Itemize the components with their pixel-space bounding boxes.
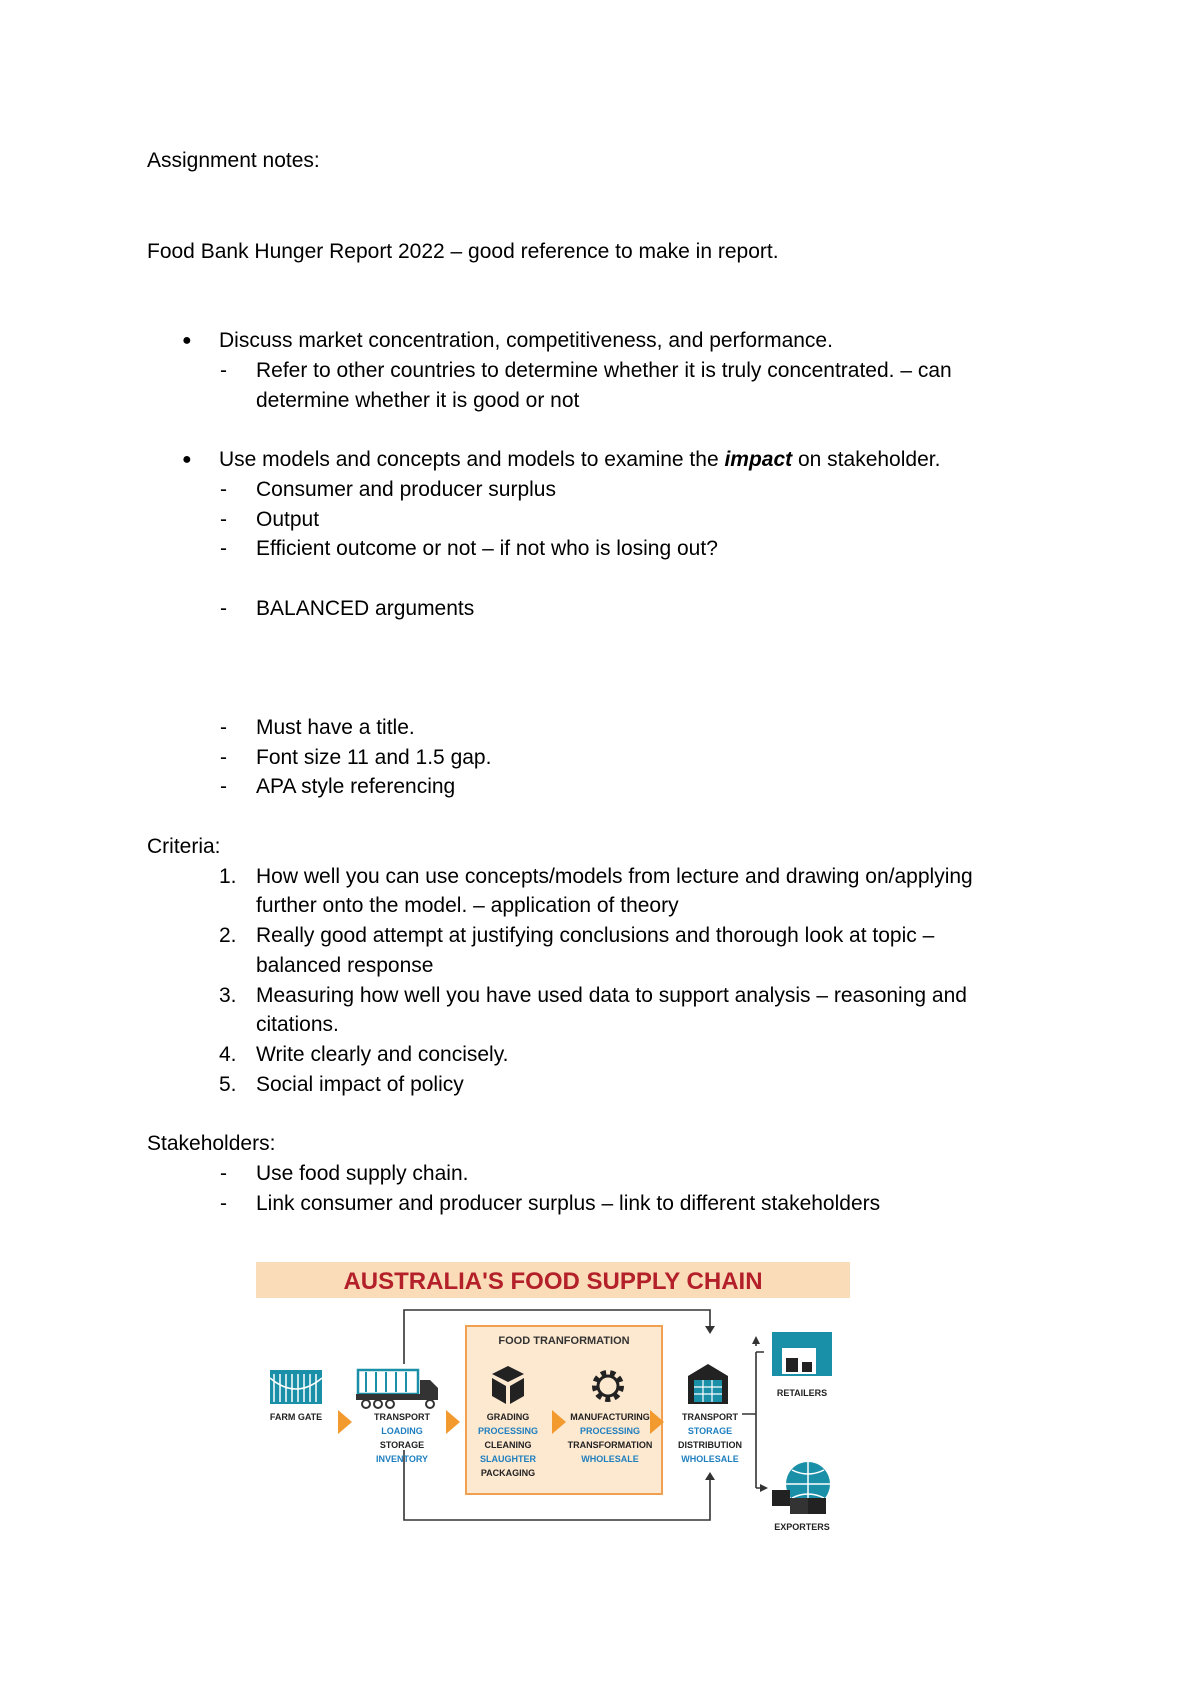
stakeholder-item-link: Link consumer and producer surplus – link to different stakeholders (256, 1192, 881, 1215)
criteria-item-4: Write clearly and concisely. (256, 1043, 509, 1066)
stakeholders-heading: Stakeholders: (147, 1132, 276, 1155)
dash-marker: - (220, 746, 227, 769)
manufacturing-sub: PROCESSING (579, 1426, 641, 1436)
transport-sub: STORAGE (379, 1440, 425, 1450)
distribution-sub: WHOLESALE (681, 1454, 739, 1464)
retailers-label: RETAILERS (776, 1388, 828, 1398)
sub-item-output: Output (256, 508, 320, 531)
bullet-marker: ● (182, 451, 192, 468)
criteria-number: 4. (219, 1043, 237, 1066)
grading-title: GRADING (486, 1412, 530, 1422)
farm-gate-icon (270, 1370, 322, 1404)
transport-sub: INVENTORY (375, 1454, 429, 1464)
distribution-title: TRANSPORT (682, 1412, 738, 1422)
dash-marker: - (220, 597, 227, 620)
requirement-font: Font size 11 and 1.5 gap. (256, 746, 492, 769)
bottom-arrowhead (705, 1472, 715, 1480)
manufacturing-sub: TRANSFORMATION (567, 1440, 653, 1450)
flow-arrow (338, 1410, 352, 1434)
criteria-item-1-line1: How well you can use concepts/models from lecture and drawing on/applying (256, 865, 973, 888)
diagram-title: AUSTRALIA'S FOOD SUPPLY CHAIN (343, 1268, 763, 1295)
criteria-number: 5. (219, 1073, 237, 1096)
warehouse-icon (688, 1364, 728, 1404)
criteria-item-3-line2: citations. (256, 1013, 339, 1036)
sub-item-surplus: Consumer and producer surplus (256, 478, 556, 501)
impact-emphasis: impact (724, 448, 793, 471)
branch-arrowhead (760, 1484, 768, 1492)
distribution-sub: DISTRIBUTION (678, 1440, 742, 1450)
distribution-sub: STORAGE (687, 1426, 733, 1436)
criteria-number: 3. (219, 984, 237, 1007)
criteria-item-5: Social impact of policy (256, 1073, 464, 1096)
grading-sub: PROCESSING (477, 1426, 539, 1436)
sub-item-balanced: BALANCED arguments (256, 597, 475, 620)
grading-sub: PACKAGING (480, 1468, 536, 1478)
store-icon (772, 1332, 832, 1376)
flow-arrow (446, 1410, 460, 1434)
farm-gate-label: FARM GATE (269, 1412, 323, 1422)
dash-marker: - (220, 478, 227, 501)
truck-icon (356, 1370, 438, 1408)
transport-title: TRANSPORT (374, 1412, 430, 1422)
criteria-number: 1. (219, 865, 237, 888)
branch-connector (742, 1352, 764, 1488)
dash-marker: - (220, 1192, 227, 1215)
exporters-label: EXPORTERS (774, 1522, 830, 1532)
manufacturing-sub: WHOLESALE (581, 1454, 639, 1464)
criteria-item-1-line2: further onto the model. – application of theory (256, 894, 679, 917)
bullet-item-models: Use models and concepts and models to examine the impact on stakeholder. (219, 448, 941, 471)
dash-marker: - (220, 716, 227, 739)
dash-marker: - (220, 1162, 227, 1185)
requirement-title: Must have a title. (256, 716, 415, 739)
dash-marker: - (220, 508, 227, 531)
reference-note: Food Bank Hunger Report 2022 – good reference to make in report. (147, 240, 779, 263)
transport-sub: LOADING (381, 1426, 423, 1436)
sub-item-efficient: Efficient outcome or not – if not who is losing out? (256, 537, 718, 560)
branch-arrowhead (752, 1336, 760, 1344)
criteria-item-3-line1: Measuring how well you have used data to support analysis – reasoning and (256, 984, 967, 1007)
top-arrowhead (705, 1326, 715, 1334)
criteria-item-2-line1: Really good attempt at justifying conclusions and thorough look at topic – (256, 924, 935, 947)
stakeholder-item-supply: Use food supply chain. (256, 1162, 469, 1185)
grading-sub: CLEANING (484, 1440, 532, 1450)
dash-marker: - (220, 775, 227, 798)
grading-sub: SLAUGHTER (480, 1454, 536, 1464)
food-supply-chain-diagram (256, 1262, 856, 1534)
manufacturing-title: MANUFACTURING (570, 1412, 650, 1422)
page-heading: Assignment notes: (147, 149, 320, 172)
criteria-item-2-line2: balanced response (256, 954, 434, 977)
food-transformation-title: FOOD TRANFORMATION (498, 1335, 630, 1347)
bullet-item-market: Discuss market concentration, competitiveness, and performance. (219, 329, 833, 352)
requirement-apa: APA style referencing (256, 775, 456, 798)
bullet-marker: ● (182, 332, 192, 349)
criteria-heading: Criteria: (147, 835, 221, 858)
sub-item-refer-line1: Refer to other countries to determine whether it is truly concentrated. – can (256, 359, 952, 382)
criteria-number: 2. (219, 924, 237, 947)
dash-marker: - (220, 359, 227, 382)
sub-item-refer-line2: determine whether it is good or not (256, 389, 580, 412)
globe-icon (772, 1462, 830, 1514)
dash-marker: - (220, 537, 227, 560)
